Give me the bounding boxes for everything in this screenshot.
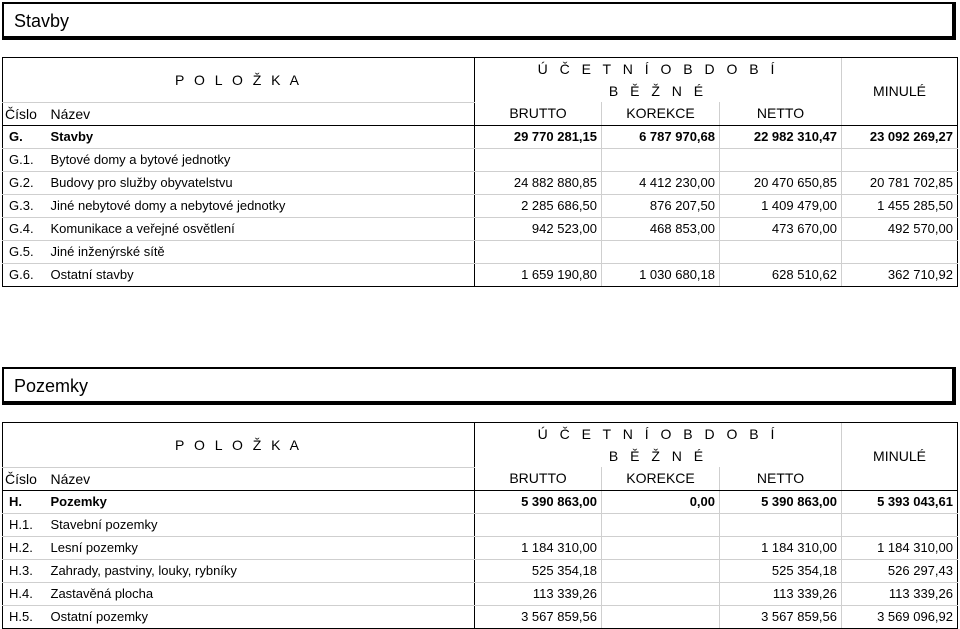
row-netto: 113 339,26 (720, 582, 842, 605)
row-brutto: 2 285 686,50 (475, 194, 602, 217)
row-code: H.1. (3, 513, 41, 536)
table-row (3, 171, 958, 194)
table-pozemky (2, 422, 958, 629)
row-minule (842, 240, 958, 263)
row-brutto (475, 240, 602, 263)
row-netto: 5 390 863,00 (720, 490, 842, 513)
row-korekce (602, 605, 720, 628)
row-netto (720, 513, 842, 536)
row-korekce: 4 412 230,00 (602, 171, 720, 194)
row-minule: 1 455 285,50 (842, 194, 958, 217)
row-brutto: 29 770 281,15 (475, 125, 602, 148)
table-row (3, 263, 958, 286)
header-netto: NETTO (720, 102, 842, 125)
row-netto: 628 510,62 (720, 263, 842, 286)
row-name: Bytové domy a bytové jednotky (41, 148, 475, 171)
table-row (3, 148, 958, 171)
table-row (3, 513, 958, 536)
header-nazev: Název (41, 102, 475, 125)
row-brutto: 1 659 190,80 (475, 263, 602, 286)
row-minule: 20 781 702,85 (842, 171, 958, 194)
row-korekce (602, 582, 720, 605)
row-brutto (475, 148, 602, 171)
header-current: B Ě Ž N É (475, 80, 842, 102)
row-code: G.1. (3, 148, 41, 171)
row-code: H. (3, 490, 41, 513)
table-row (3, 240, 958, 263)
row-netto: 1 409 479,00 (720, 194, 842, 217)
table-stavby (2, 57, 958, 287)
row-code: G.5. (3, 240, 41, 263)
row-netto: 473 670,00 (720, 217, 842, 240)
row-brutto: 24 882 880,85 (475, 171, 602, 194)
header-minule: MINULÉ (842, 423, 958, 491)
header-period: Ú Č E T N Í O B D O B Í (475, 58, 842, 81)
table-row (3, 605, 958, 628)
header-cislo: Číslo (3, 102, 41, 125)
row-korekce (602, 240, 720, 263)
row-korekce: 468 853,00 (602, 217, 720, 240)
row-korekce: 876 207,50 (602, 194, 720, 217)
table-row (3, 559, 958, 582)
header-polozka: P O L O Ž K A (3, 423, 475, 468)
row-korekce (602, 148, 720, 171)
row-code: G.6. (3, 263, 41, 286)
row-name: Jiné nebytové domy a nebytové jednotky (41, 194, 475, 217)
section-title-stavby: Stavby (2, 2, 956, 40)
row-korekce (602, 513, 720, 536)
row-name: Ostatní stavby (41, 263, 475, 286)
row-minule: 362 710,92 (842, 263, 958, 286)
row-minule (842, 148, 958, 171)
header-polozka: P O L O Ž K A (3, 58, 475, 103)
row-netto: 525 354,18 (720, 559, 842, 582)
row-name: Ostatní pozemky (41, 605, 475, 628)
section-title-pozemky: Pozemky (2, 367, 956, 405)
row-name: Komunikace a veřejné osvětlení (41, 217, 475, 240)
row-brutto: 942 523,00 (475, 217, 602, 240)
header-korekce: KOREKCE (602, 102, 720, 125)
row-name: Zahrady, pastviny, louky, rybníky (41, 559, 475, 582)
row-name: Lesní pozemky (41, 536, 475, 559)
row-minule: 5 393 043,61 (842, 490, 958, 513)
header-brutto: BRUTTO (475, 102, 602, 125)
row-name: Pozemky (41, 490, 475, 513)
row-brutto: 3 567 859,56 (475, 605, 602, 628)
row-brutto: 113 339,26 (475, 582, 602, 605)
row-name: Stavební pozemky (41, 513, 475, 536)
row-netto: 20 470 650,85 (720, 171, 842, 194)
table-row (3, 194, 958, 217)
row-name: Budovy pro služby obyvatelstvu (41, 171, 475, 194)
row-minule: 3 569 096,92 (842, 605, 958, 628)
header-minule: MINULÉ (842, 58, 958, 126)
row-brutto: 5 390 863,00 (475, 490, 602, 513)
header-period: Ú Č E T N Í O B D O B Í (475, 423, 842, 446)
row-minule: 23 092 269,27 (842, 125, 958, 148)
row-code: G.3. (3, 194, 41, 217)
row-name: Zastavěná plocha (41, 582, 475, 605)
table-row (3, 536, 958, 559)
row-korekce: 6 787 970,68 (602, 125, 720, 148)
row-brutto: 525 354,18 (475, 559, 602, 582)
row-code: H.3. (3, 559, 41, 582)
row-code: G.4. (3, 217, 41, 240)
row-minule (842, 513, 958, 536)
header-korekce: KOREKCE (602, 467, 720, 490)
row-minule: 492 570,00 (842, 217, 958, 240)
row-brutto (475, 513, 602, 536)
row-korekce (602, 536, 720, 559)
row-netto: 22 982 310,47 (720, 125, 842, 148)
table-row (3, 490, 958, 513)
row-netto: 1 184 310,00 (720, 536, 842, 559)
row-code: G.2. (3, 171, 41, 194)
table-row (3, 217, 958, 240)
row-netto: 3 567 859,56 (720, 605, 842, 628)
header-nazev: Název (41, 467, 475, 490)
header-current: B Ě Ž N É (475, 445, 842, 467)
row-korekce: 0,00 (602, 490, 720, 513)
row-korekce: 1 030 680,18 (602, 263, 720, 286)
row-name: Stavby (41, 125, 475, 148)
row-korekce (602, 559, 720, 582)
row-netto (720, 148, 842, 171)
row-code: H.5. (3, 605, 41, 628)
row-minule: 526 297,43 (842, 559, 958, 582)
row-name: Jiné inženýrské sítě (41, 240, 475, 263)
row-code: H.4. (3, 582, 41, 605)
row-code: H.2. (3, 536, 41, 559)
table-row (3, 125, 958, 148)
row-code: G. (3, 125, 41, 148)
row-minule: 1 184 310,00 (842, 536, 958, 559)
row-brutto: 1 184 310,00 (475, 536, 602, 559)
row-minule: 113 339,26 (842, 582, 958, 605)
table-row (3, 582, 958, 605)
header-brutto: BRUTTO (475, 467, 602, 490)
header-netto: NETTO (720, 467, 842, 490)
row-netto (720, 240, 842, 263)
header-cislo: Číslo (3, 467, 41, 490)
